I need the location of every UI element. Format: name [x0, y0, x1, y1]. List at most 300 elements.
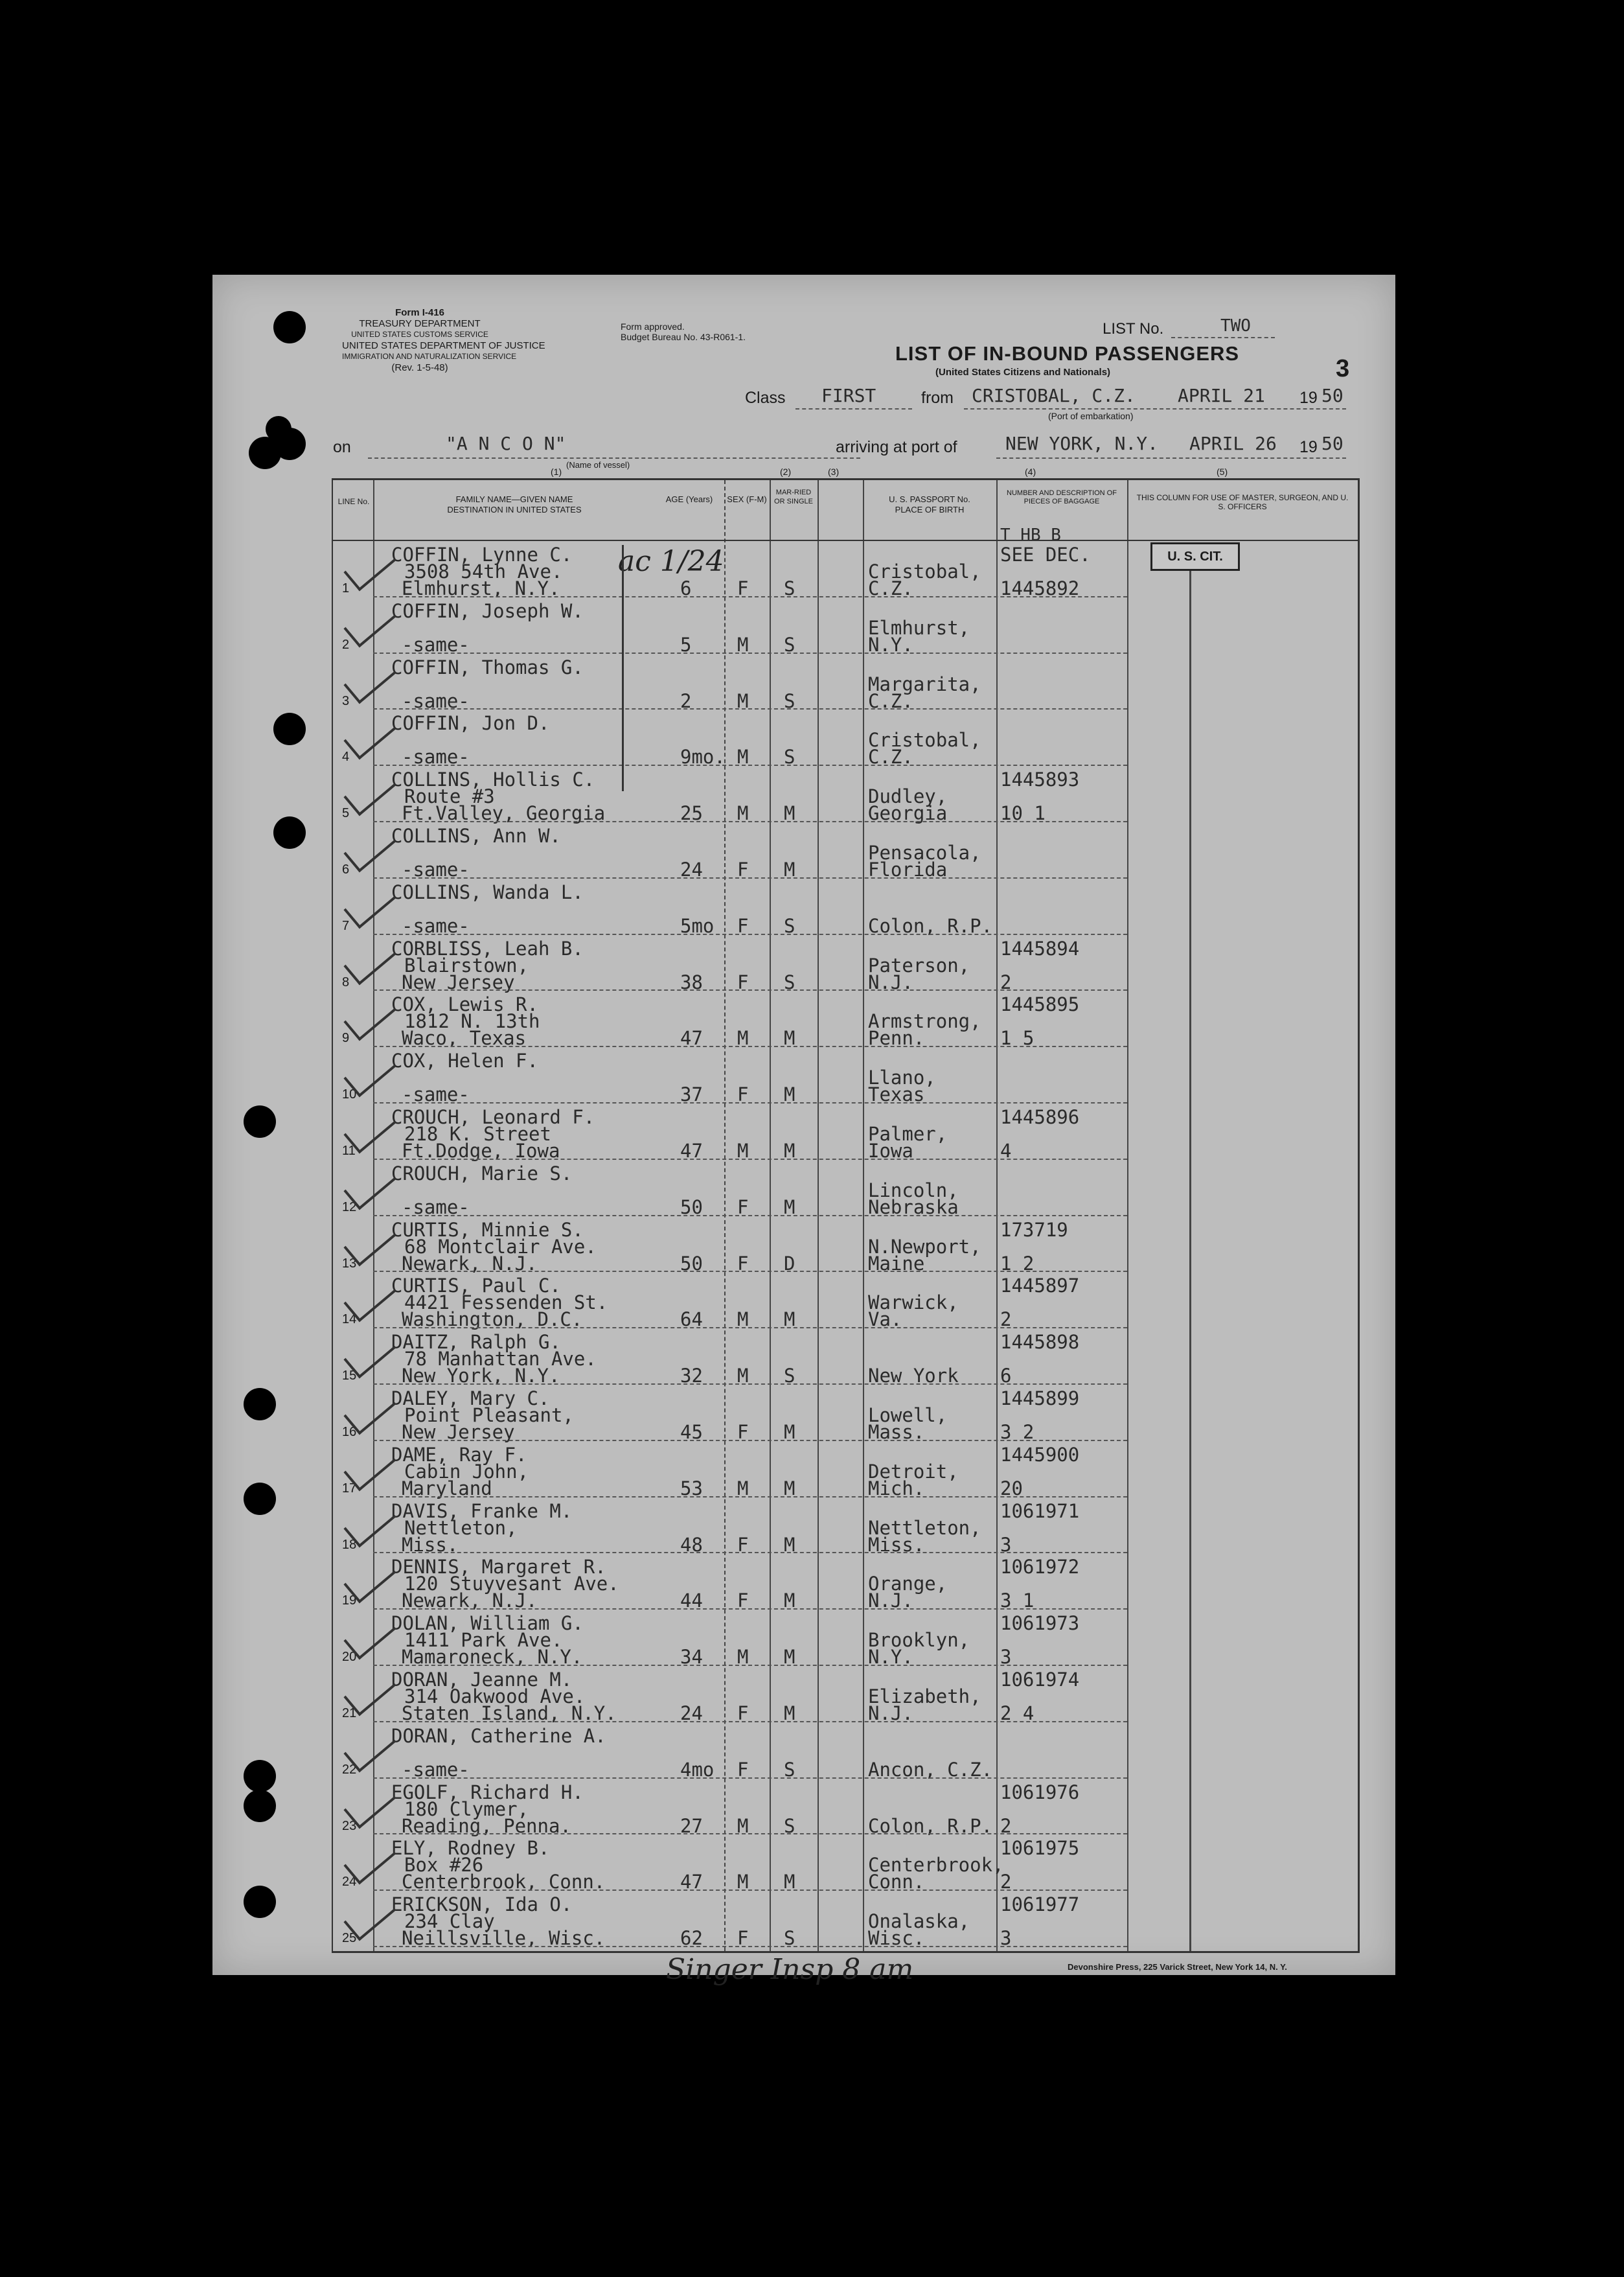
address-line: Cabin John,: [404, 1460, 529, 1483]
passport-number: 1445895: [1000, 993, 1080, 1016]
birthplace-line1: N.Newport,: [868, 1235, 981, 1258]
page-subtitle: (United States Citizens and Nationals): [935, 367, 1111, 378]
birthplace-line1: Cristobal,: [868, 561, 981, 583]
birthplace-line1: Brooklyn,: [868, 1629, 970, 1652]
class-rule: [795, 408, 912, 410]
passenger-name: DAITZ, Ralph G.: [391, 1331, 561, 1354]
budget-bureau: Budget Bureau No. 43-R061-1.: [621, 332, 746, 342]
age: 50: [680, 1252, 703, 1275]
punch-hole: [266, 416, 292, 442]
header-passport-line1: U. S. PASSPORT No.: [889, 494, 970, 504]
marital-status: S: [784, 1927, 795, 1950]
marital-status: S: [784, 746, 795, 769]
passport-number: 1061977: [1000, 1893, 1080, 1916]
birthplace-line2: Ancon, C.Z.: [868, 1758, 993, 1781]
age: 62: [680, 1927, 703, 1950]
sex: M: [737, 1365, 749, 1387]
header-name-line1: FAMILY NAME—GIVEN NAME: [455, 494, 573, 504]
destination: Ft.Dodge, Iowa: [402, 1140, 560, 1162]
birthplace-line1: Margarita,: [868, 673, 981, 695]
baggage-count: 2: [1000, 1814, 1012, 1837]
baggage-count: 3: [1000, 1927, 1012, 1950]
passenger-rows: [333, 541, 1358, 1950]
marital-status: M: [784, 1646, 795, 1669]
marital-status: S: [784, 1365, 795, 1387]
line-number: 8: [342, 975, 350, 989]
arrival-date: APRIL 26: [1189, 433, 1277, 454]
sex: F: [737, 1927, 749, 1950]
address-line: Route #3: [404, 785, 495, 808]
passenger-name: COLLINS, Ann W.: [391, 825, 561, 847]
baggage-count: 6: [1000, 1365, 1012, 1387]
passenger-list-sheet: [212, 275, 1395, 1986]
table-row: [333, 1891, 1350, 1950]
on-label: on: [333, 438, 351, 456]
marital-status: M: [784, 1533, 795, 1556]
marital-status: M: [784, 1308, 795, 1331]
address-line: 4421 Fessenden St.: [404, 1291, 608, 1314]
birthplace-line1: Armstrong,: [868, 1010, 981, 1033]
age: 5mo: [680, 914, 715, 937]
table-row: [333, 654, 1350, 710]
sex: M: [737, 1646, 749, 1669]
line-number: 14: [342, 1312, 357, 1327]
marital-status: S: [784, 914, 795, 937]
punch-hole: [244, 1790, 276, 1822]
marital-status: S: [784, 971, 795, 993]
header-name-line2: DESTINATION IN UNITED STATES: [447, 505, 582, 514]
marital-status: M: [784, 1140, 795, 1162]
header-passport-line2: PLACE OF BIRTH: [895, 505, 965, 514]
age: 38: [680, 971, 703, 993]
age: 44: [680, 1589, 703, 1612]
passenger-name: CORBLISS, Leah B.: [391, 937, 584, 960]
destination: Waco, Texas: [402, 1027, 527, 1050]
birthplace-line1: Palmer,: [868, 1123, 948, 1145]
line-number: 5: [342, 806, 350, 821]
age: 24: [680, 859, 703, 881]
address-line: 1411 Park Ave.: [404, 1629, 563, 1652]
punch-hole: [244, 1483, 276, 1515]
baggage-count: 1 5: [1000, 1027, 1035, 1050]
col-num-1: (1): [551, 467, 562, 477]
baggage-count: 10 1: [1000, 802, 1046, 825]
header-age: AGE (Years): [665, 494, 713, 504]
destination: Elmhurst, N.Y.: [402, 577, 560, 599]
age: 25: [680, 802, 703, 825]
passport-number: 1445900: [1000, 1443, 1080, 1466]
line-number: 6: [342, 862, 350, 877]
annotation-ac: ac 1/24: [618, 545, 724, 578]
birthplace-line2: Colon, R.P.: [868, 914, 993, 937]
sex: F: [737, 914, 749, 937]
age: 50: [680, 1196, 703, 1218]
passenger-name: DENNIS, Margaret R.: [391, 1556, 606, 1578]
col-num-3: (3): [828, 467, 840, 477]
baggage-count: 4: [1000, 1140, 1012, 1162]
marital-status: M: [784, 859, 795, 881]
birthplace-line2: Mich.: [868, 1477, 925, 1499]
age: 4mo: [680, 1758, 715, 1781]
line-number: 2: [342, 637, 350, 652]
sex: F: [737, 1702, 749, 1724]
sex: F: [737, 1196, 749, 1218]
customs-service: UNITED STATES CUSTOMS SERVICE: [351, 330, 488, 339]
line-number: 15: [342, 1369, 357, 1383]
table-row: [333, 1047, 1350, 1104]
marital-status: M: [784, 1196, 795, 1218]
passenger-name: CURTIS, Paul C.: [391, 1275, 561, 1297]
age: 47: [680, 1027, 703, 1050]
line-number: 21: [342, 1706, 357, 1720]
punch-hole: [273, 816, 306, 849]
passport-number: 1445898: [1000, 1331, 1080, 1354]
check-mark-icon: [343, 991, 396, 1041]
line-number: 1: [342, 581, 350, 595]
age: 48: [680, 1533, 703, 1556]
birthplace-line2: Nebraska: [868, 1196, 959, 1218]
age: 24: [680, 1702, 703, 1724]
destination: -same-: [402, 859, 470, 881]
table-row: [333, 935, 1350, 991]
address-line: 1812 N. 13th: [404, 1010, 540, 1033]
list-no-value: TWO: [1220, 316, 1251, 336]
sex: F: [737, 1589, 749, 1612]
line-number: 4: [342, 750, 350, 765]
age: 34: [680, 1646, 703, 1669]
destination: -same-: [402, 914, 470, 937]
page-number: 3: [1336, 355, 1350, 382]
inspector-signature: Singer Insp 8 am: [666, 1953, 914, 1986]
age: 37: [680, 1083, 703, 1106]
table-row: [333, 1610, 1350, 1669]
destination: -same-: [402, 1083, 470, 1106]
baggage-count: 1445892: [1000, 577, 1080, 599]
table-row: [333, 879, 1350, 935]
birthplace-line2: N.Y.: [868, 1646, 913, 1669]
sex: M: [737, 1308, 749, 1331]
age: 64: [680, 1308, 703, 1331]
sex: M: [737, 746, 749, 769]
destination: New Jersey: [402, 1421, 515, 1443]
birthplace-line2: Wisc.: [868, 1927, 925, 1950]
check-mark-icon: [343, 710, 396, 760]
address-line: 234 Clay: [404, 1910, 495, 1933]
punch-hole: [244, 1886, 276, 1918]
birthplace-line2: C.Z.: [868, 689, 913, 712]
baggage-count: 2: [1000, 1308, 1012, 1331]
destination: Newark, N.J.: [402, 1252, 538, 1275]
baggage-count: 3 2: [1000, 1421, 1035, 1443]
table-row: [333, 597, 1350, 654]
sex: M: [737, 1140, 749, 1162]
birthplace-line1: Paterson,: [868, 954, 970, 977]
destination: New Jersey: [402, 971, 515, 993]
table-row: [333, 1216, 1350, 1273]
birthplace-line1: Lowell,: [868, 1404, 948, 1426]
passenger-name: CROUCH, Leonard F.: [391, 1106, 595, 1128]
table-row: [333, 1272, 1350, 1331]
destination: Centerbrook, Conn.: [402, 1871, 606, 1893]
header-passport: [865, 494, 994, 515]
birthplace-line2: C.Z.: [868, 746, 913, 769]
birthplace-line1: Llano,: [868, 1067, 936, 1089]
table-row: [333, 1104, 1350, 1160]
annotation-bracket: [622, 545, 624, 791]
marital-status: S: [784, 577, 795, 599]
line-number: 24: [342, 1875, 357, 1890]
baggage-count: 2 4: [1000, 1702, 1035, 1724]
passport-number: 1445896: [1000, 1106, 1080, 1128]
header-married: MAR-RIED OR SINGLE: [774, 489, 813, 505]
passenger-name: COFFIN, Thomas G.: [391, 656, 584, 678]
marital-status: M: [784, 1421, 795, 1443]
birthplace-line2: N.J.: [868, 1589, 913, 1612]
passenger-name: CURTIS, Minnie S.: [391, 1218, 584, 1241]
address-line: 120 Stuyvesant Ave.: [404, 1573, 619, 1595]
address-line: 314 Oakwood Ave.: [404, 1685, 586, 1707]
passport-number: 1445897: [1000, 1275, 1080, 1297]
passenger-name: DALEY, Mary C.: [391, 1387, 550, 1409]
passenger-name: ERICKSON, Ida O.: [391, 1893, 573, 1916]
destination: Staten Island, N.Y.: [402, 1702, 617, 1724]
marital-status: M: [784, 802, 795, 825]
birthplace-line2: N.Y.: [868, 633, 913, 656]
baggage-count: 1 2: [1000, 1252, 1035, 1275]
passenger-name: DORAN, Jeanne M.: [391, 1669, 573, 1691]
birthplace-line2: Va.: [868, 1308, 902, 1331]
marital-status: M: [784, 1871, 795, 1893]
line-number: 20: [342, 1650, 357, 1665]
punch-hole: [244, 1388, 276, 1420]
row-rule: [373, 1946, 1127, 1947]
class-label: Class: [745, 389, 786, 407]
marital-status: S: [784, 1814, 795, 1837]
header-sex: SEX (F-M): [727, 494, 767, 504]
table-row: [333, 1834, 1350, 1891]
form-issuer: [342, 307, 545, 373]
check-mark-icon: [343, 654, 396, 704]
passport-number: 1061972: [1000, 1556, 1080, 1578]
sex: M: [737, 1027, 749, 1050]
vessel-caption: (Name of vessel): [566, 460, 630, 470]
table-row: [333, 1441, 1350, 1497]
line-number: 10: [342, 1087, 357, 1102]
birthplace-line1: Cristobal,: [868, 729, 981, 752]
port-embarkation-caption: (Port of embarkation): [1048, 411, 1134, 421]
form-approval: [621, 321, 746, 342]
line-number: 7: [342, 918, 350, 933]
address-line: Blairstown,: [404, 954, 529, 977]
birthplace-line2: Miss.: [868, 1533, 925, 1556]
passenger-name: DOLAN, William G.: [391, 1612, 584, 1635]
sex: M: [737, 1477, 749, 1499]
line-number: 3: [342, 693, 350, 708]
from-label: from: [921, 389, 954, 407]
destination: -same-: [402, 1196, 470, 1218]
age: 53: [680, 1477, 703, 1499]
sex: F: [737, 1252, 749, 1275]
passenger-name: EGOLF, Richard H.: [391, 1781, 584, 1803]
line-number: 19: [342, 1593, 357, 1608]
passport-number: 1061975: [1000, 1837, 1080, 1860]
marital-status: S: [784, 689, 795, 712]
punch-hole: [273, 713, 306, 745]
us-citizen-stamp: U. S. CIT.: [1150, 542, 1240, 571]
age: 47: [680, 1140, 703, 1162]
baggage-count: 2: [1000, 971, 1012, 993]
age: 47: [680, 1871, 703, 1893]
table-row: [333, 1160, 1350, 1216]
address-line: 3508 54th Ave.: [404, 561, 563, 583]
birthplace-line2: Conn.: [868, 1871, 925, 1893]
marital-status: M: [784, 1589, 795, 1612]
table-row: [333, 766, 1350, 825]
marital-status: S: [784, 633, 795, 656]
col-num-5: (5): [1217, 467, 1228, 477]
address-line: Point Pleasant,: [404, 1404, 574, 1426]
destination: Ft.Valley, Georgia: [402, 802, 606, 825]
birthplace-line2: Iowa: [868, 1140, 913, 1162]
table-row: [333, 1553, 1350, 1610]
header-baggage: NUMBER AND DESCRIPTION OF PIECES OF BAGGAGE: [1007, 489, 1117, 505]
passenger-name: COX, Helen F.: [391, 1050, 538, 1072]
passenger-name: DAME, Ray F.: [391, 1443, 527, 1466]
sex: M: [737, 802, 749, 825]
sex: F: [737, 577, 749, 599]
sex: F: [737, 1083, 749, 1106]
marital-status: M: [784, 1027, 795, 1050]
form-number: Form I-416: [395, 307, 444, 318]
age: 27: [680, 1814, 703, 1837]
passport-number: 1445894: [1000, 937, 1080, 960]
age: 5: [680, 633, 692, 656]
from-rule: [964, 408, 1346, 410]
baggage-count: 3: [1000, 1533, 1012, 1556]
passenger-name: COLLINS, Wanda L.: [391, 881, 584, 903]
passenger-name: ELY, Rodney B.: [391, 1837, 550, 1860]
destination: New York, N.Y.: [402, 1365, 560, 1387]
check-mark-icon: [343, 542, 396, 592]
treasury-department: TREASURY DEPARTMENT: [359, 318, 481, 329]
passport-number: 1445893: [1000, 769, 1080, 791]
age: 32: [680, 1365, 703, 1387]
birthplace-line1: Dudley,: [868, 785, 948, 808]
line-number: 22: [342, 1762, 357, 1777]
header-line-no: LINE No.: [337, 497, 370, 506]
birthplace-line2: Florida: [868, 859, 948, 881]
sex: F: [737, 859, 749, 881]
marital-status: M: [784, 1477, 795, 1499]
baggage-count: 2: [1000, 1871, 1012, 1893]
address-line: 78 Manhattan Ave.: [404, 1348, 597, 1370]
check-mark-icon: [343, 823, 396, 873]
sex: M: [737, 689, 749, 712]
destination: -same-: [402, 1758, 470, 1781]
birthplace-line2: N.J.: [868, 1702, 913, 1724]
check-mark-icon: [343, 935, 396, 985]
col-num-4: (4): [1025, 467, 1036, 477]
passport-number: 1445899: [1000, 1387, 1080, 1409]
line-number: 18: [342, 1537, 357, 1552]
sex: M: [737, 1814, 749, 1837]
birthplace-line2: C.Z.: [868, 577, 913, 599]
destination: Washington, D.C.: [402, 1308, 583, 1331]
justice-department: UNITED STATES DEPARTMENT OF JUSTICE: [342, 340, 545, 351]
birthplace-line1: Detroit,: [868, 1460, 959, 1483]
line-number: 9: [342, 1031, 350, 1046]
destination: Mamaroneck, N.Y.: [402, 1646, 583, 1669]
table-row: [333, 1497, 1350, 1554]
class-value: FIRST: [821, 385, 876, 406]
passport-number: 1061974: [1000, 1669, 1080, 1691]
passenger-name: DORAN, Catherine A.: [391, 1724, 606, 1747]
baggage-count: 3 1: [1000, 1589, 1035, 1612]
age: 6: [680, 577, 692, 599]
sex: M: [737, 1871, 749, 1893]
passenger-name: COLLINS, Hollis C.: [391, 769, 595, 791]
sex: M: [737, 633, 749, 656]
line-number: 13: [342, 1256, 357, 1271]
birthplace-line2: New York: [868, 1365, 959, 1387]
col-num-2: (2): [780, 467, 792, 477]
vessel-rule: [368, 457, 860, 459]
destination: Newark, N.J.: [402, 1589, 538, 1612]
table-row: [333, 991, 1350, 1050]
table-row: [333, 1666, 1350, 1722]
passport-number: 1061971: [1000, 1499, 1080, 1522]
line-number: 25: [342, 1931, 357, 1946]
check-mark-icon: [343, 767, 396, 816]
birthplace-line2: Maine: [868, 1252, 925, 1275]
birthplace-line1: Pensacola,: [868, 842, 981, 864]
destination: -same-: [402, 689, 470, 712]
ins-service: IMMIGRATION AND NATURALIZATION SERVICE: [342, 352, 517, 361]
table-row: [333, 710, 1350, 769]
line-number: 16: [342, 1425, 357, 1439]
arrival-year: 50: [1321, 433, 1344, 454]
marital-status: M: [784, 1702, 795, 1724]
marital-status: S: [784, 1758, 795, 1781]
destination: -same-: [402, 746, 470, 769]
birthplace-line1: Warwick,: [868, 1291, 959, 1314]
header-name: [378, 494, 650, 515]
age: 2: [680, 689, 692, 712]
from-year-prefix: 19: [1299, 389, 1318, 407]
arrival-rule: [996, 457, 1346, 459]
passenger-name: DAVIS, Franke M.: [391, 1499, 573, 1522]
passenger-name: COFFIN, Joseph W.: [391, 599, 584, 622]
passport-number: SEE DEC.: [1000, 544, 1091, 566]
table-row: [333, 1385, 1350, 1441]
press-footer: Devonshire Press, 225 Varick Street, New York 14, N. Y.: [1068, 1962, 1287, 1972]
line-number: 11: [342, 1144, 356, 1158]
from-port: CRISTOBAL, C.Z.: [972, 385, 1136, 406]
table-row: [333, 1779, 1350, 1835]
punch-hole: [273, 311, 306, 343]
list-no-rule: [1171, 337, 1275, 338]
birthplace-line2: N.J.: [868, 971, 913, 993]
birthplace-line2: Texas: [868, 1083, 925, 1106]
passport-number: 1061976: [1000, 1781, 1080, 1803]
table-row: [333, 822, 1350, 879]
destination: Reading, Penna.: [402, 1814, 571, 1837]
birthplace-line1: Orange,: [868, 1573, 948, 1595]
table-row: [333, 541, 1350, 597]
destination: Neillsville, Wisc.: [402, 1927, 606, 1950]
passenger-name: COFFIN, Jon D.: [391, 712, 550, 735]
arrival-port: NEW YORK, N.Y.: [1005, 433, 1159, 454]
